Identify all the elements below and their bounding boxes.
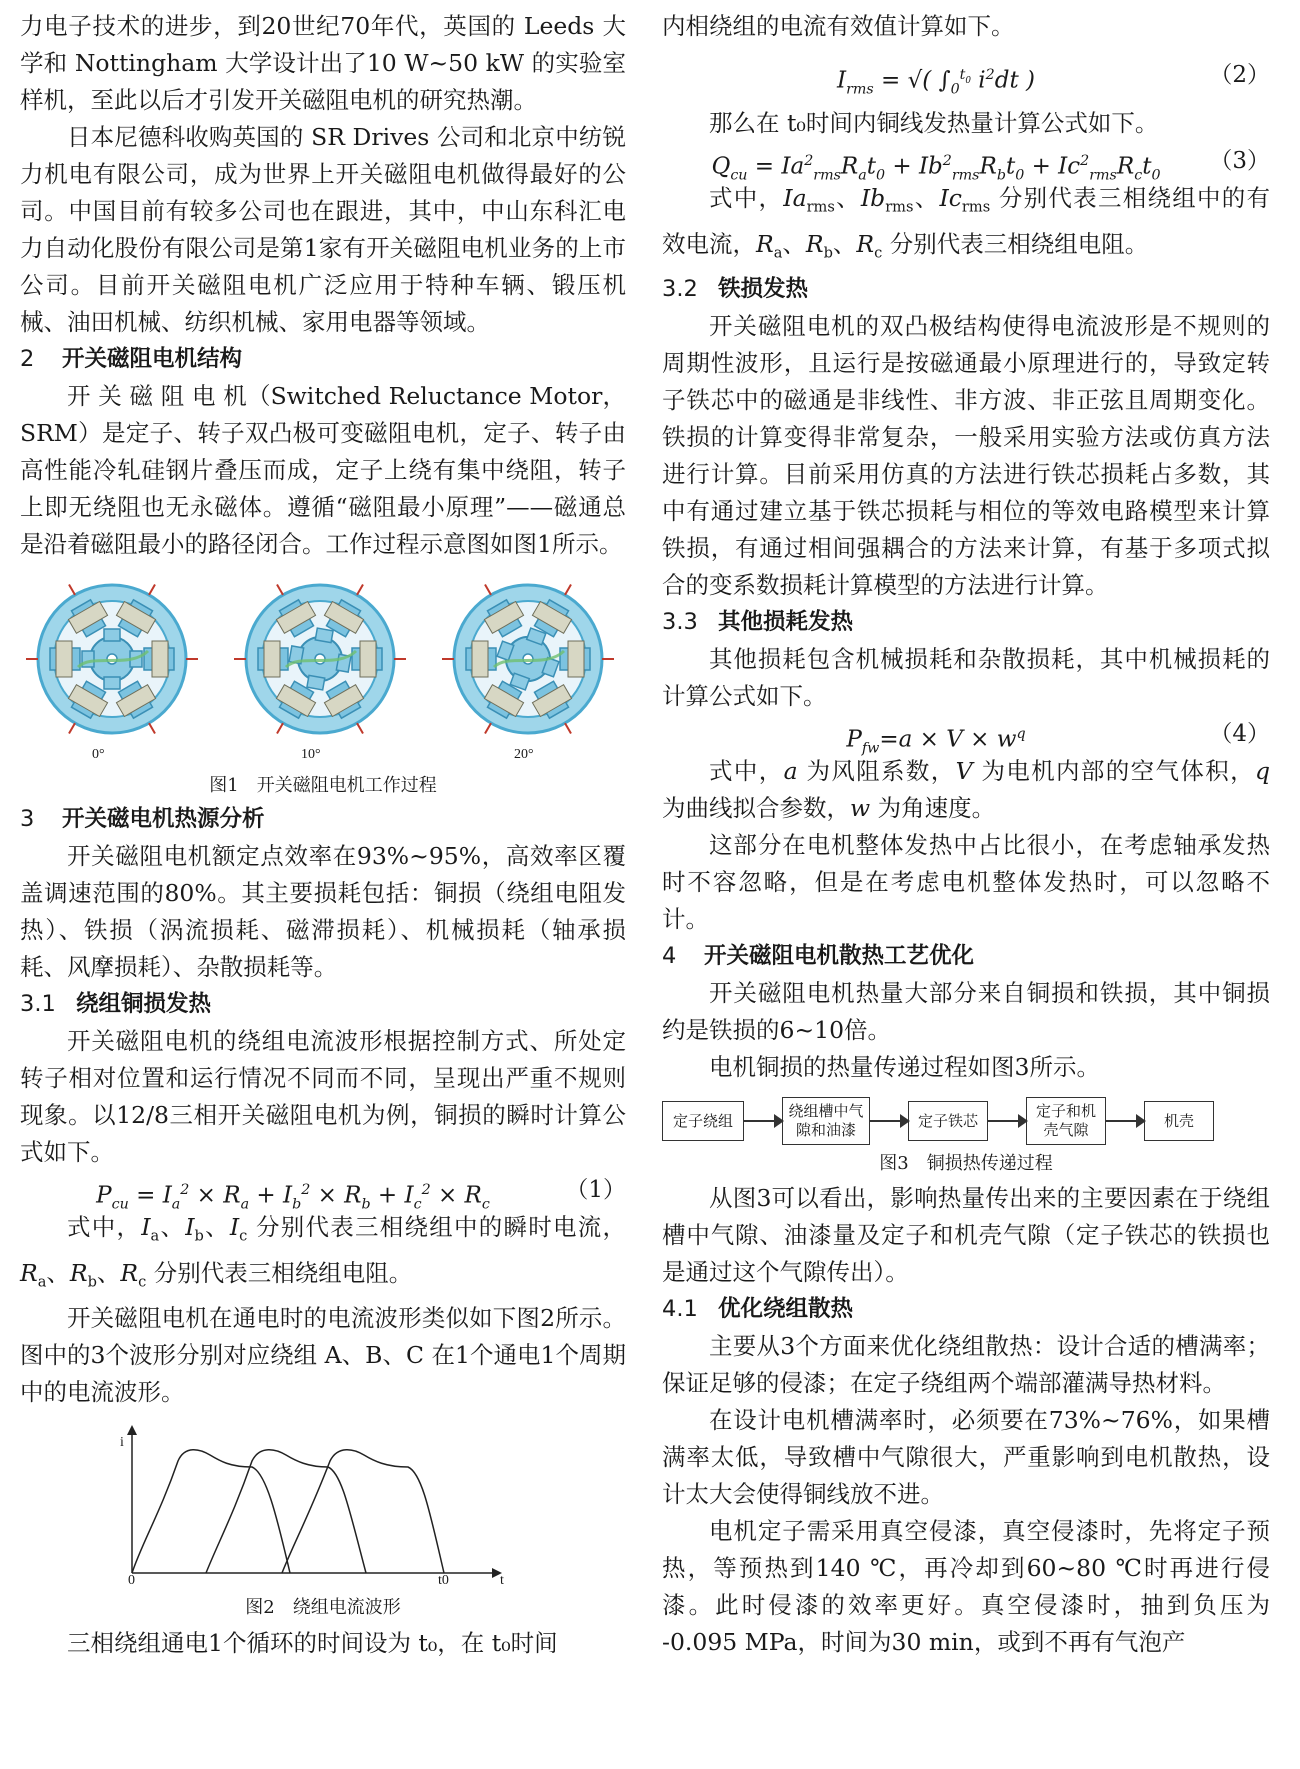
paragraph: 从图3可以看出，影响热量传出来的主要因素在于绕组槽中气隙、油漆量及定子和机壳气隙（定子铁芯的铁损也是通过这个气隙传出）。 [662, 1184, 1270, 1287]
equation-number: （3） [1209, 148, 1270, 174]
x-axis-label: t [500, 1573, 504, 1589]
arrow-icon [744, 1120, 782, 1122]
arrow-icon [870, 1120, 908, 1122]
section-title: 开关磁电机热源分析 [62, 806, 265, 832]
equation-1 [20, 1171, 626, 1213]
paragraph: 式中，a 为风阻系数，V 为电机内部的空气体积，q 为曲线拟合参数，w 为角速度。 [662, 757, 1271, 823]
paragraph: 开关磁阻电机的双凸极结构使得电流波形是不规则的周期性波形，且运行是按磁通最小原理进行的，导致定转子铁芯中的磁通是非线性、非方波、非正弦且周期变化。铁损的计算变得非常复杂，一般采用实验方法或仿真方法进行计算。目前采用仿真的方法进行铁芯损耗占多数，其中有通过建立基于铁芯损耗与相位的等效电路模型来计算铁损，有通过相间强耦合的方法来计算，有基于多项式拟合的变系数损耗计算模型的方法进行计算。 [662, 312, 1270, 600]
section-heading [20, 801, 626, 838]
section-heading [20, 986, 626, 1023]
motor-diagram [20, 575, 626, 771]
section-title: 开关磁阻电机结构 [62, 346, 243, 372]
equation-body: $P_{cu} = I_a^2 \times R_a + I_b^2 \times R_b + I_c^2 \times R_c$ [96, 1182, 490, 1213]
equation-body: $P_{fw}=a \times V \times w^q$ [846, 726, 1026, 757]
equation-4 [662, 715, 1270, 757]
section-heading [662, 604, 1270, 641]
paragraph: 三相绕组通电1个循环的时间设为 t₀，在 t₀时间 [67, 1629, 558, 1658]
figure-caption: 图2 绕组电流波形 [245, 1597, 401, 1619]
paragraph: 开关磁阻电机额定点效率在93%~95%，高效率区覆盖调速范围的80%。其主要损耗包括：铜损（绕组电阻发热）、铁损（涡流损耗、磁滞损耗）、机械损耗（轴承损耗、风摩损耗）、杂散损耗等。 [20, 842, 626, 981]
figure-caption: 图3 铜损热传递过程 [879, 1153, 1053, 1175]
motor-cross-section [234, 576, 406, 743]
figure-2 [20, 1423, 626, 1591]
equation-2 [662, 45, 1270, 105]
equation-number: （1） [565, 1177, 626, 1203]
section-heading [662, 1291, 1270, 1328]
section-number: 3 [20, 806, 35, 832]
paragraph: 开关磁阻电机的绕组电流波形根据控制方式、所处定转子相对位置和运行情况不同而不同，呈现出严重不规则现象。以12/8三相开关磁阻电机为例，铜损的瞬时计算公式如下。 [20, 1027, 626, 1166]
figure-3 [662, 1094, 1270, 1180]
angle-label: 0° [92, 747, 105, 762]
equation-body: $Q_{cu} = Ia^2_{rms}R_at_0 + Ib^2_{rms}R_bt_0 + Ic^2_{rms}R_ct_0$ [711, 153, 1161, 184]
equation-3 [662, 142, 1270, 184]
paragraph: 式中，$Ia_{rms}$、$Ib_{rms}$、$Ic_{rms}$ 分别代表三相绕组中的有效电流，$R_a$、$R_b$、$R_c$ 分别代表三相绕组电阻。 [662, 184, 1271, 262]
paragraph: 在设计电机槽满率时，必须要在73%~76%，如果槽满率太低，导致槽中气隙很大，严重影响到电机散热，设计太大会使得铜线放不进。 [662, 1406, 1270, 1509]
section-number: 3.3 [662, 609, 698, 636]
flow-box: 定子铁芯 [908, 1101, 988, 1141]
paragraph: 那么在 t₀时间内铜线发热量计算公式如下。 [709, 109, 1159, 137]
section-number: 3.1 [20, 991, 56, 1017]
section-heading [662, 938, 1270, 975]
section-number: 2 [20, 346, 35, 372]
paragraph: 开关磁阻电机热量大部分来自铜损和铁损，其中铜损约是铁损的6~10倍。 [662, 979, 1270, 1045]
paragraph: 开关磁阻电机在通电时的电流波形类似如下图2所示。图中的3个波形分别对应绕组 A、B、C 在1个通电1个周期中的电流波形。 [20, 1304, 626, 1407]
section-number: 4.1 [662, 1296, 698, 1323]
section-title: 铁损发热 [718, 276, 809, 303]
paragraph: 力电子技术的进步，到20世纪70年代，英国的 Leeds 大学和 Nottingham 大学设计出了10 W~50 kW 的实验室样机，至此以后才引发开关磁阻电机的研究热潮。 [20, 12, 626, 114]
arrow-icon [988, 1120, 1026, 1122]
section-title: 开关磁阻电机散热工艺优化 [704, 943, 975, 970]
figure-1 [20, 575, 626, 771]
paragraph: 这部分在电机整体发热中占比很小，在考虑轴承发热时不容忽略，但是在考虑电机整体发热时，可以忽略不计。 [662, 831, 1270, 934]
equation-number: （2） [1209, 62, 1270, 88]
flow-box: 机壳 [1144, 1101, 1214, 1141]
heat-flow-diagram [662, 1094, 1270, 1148]
flow-box: 绕组槽中气隙和油漆 [782, 1097, 870, 1145]
t0-label: t0 [438, 1573, 449, 1589]
section-title: 优化绕组散热 [718, 1296, 854, 1323]
paragraph: 电机定子需采用真空侵漆，真空侵漆时，先将定子预热，等预热到140 ℃，再冷却到60~80 ℃时再进行侵漆。此时侵漆的效率更好。真空侵漆时，抽到负压为 -0.095 MPa，时间为30 min，或到不再有气泡产 [662, 1517, 1270, 1657]
paragraph: 电机铜损的热量传递过程如图3所示。 [709, 1053, 1100, 1082]
right-column [662, 8, 1270, 1661]
y-axis-label: i [120, 1435, 124, 1451]
motor-cross-section [26, 576, 198, 743]
paragraph: 开 关 磁 阻 电 机（Switched Reluctance Motor，SRM）是定子、转子双凸极可变磁阻电机，定子、转子由高性能冷轧硅钢片叠压而成，定子上绕有集中绕阻，转子上即无绕阻也无永磁体。遵循“磁阻最小原理”——磁通总是沿着磁阻最小的路径闭合。工作过程示意图如图1所示。 [20, 382, 626, 558]
section-title: 其他损耗发热 [718, 609, 854, 636]
equation-number: （4） [1209, 721, 1270, 748]
current-waveform-chart [20, 1423, 626, 1591]
section-number: 3.2 [662, 276, 698, 303]
section-heading [20, 341, 626, 378]
angle-label: 20° [514, 747, 534, 762]
origin-label: 0 [128, 1573, 135, 1589]
section-number: 4 [662, 943, 677, 970]
flow-box: 定子和机壳气隙 [1026, 1097, 1106, 1145]
paragraph: 内相绕组的电流有效值计算如下。 [662, 12, 1015, 40]
paragraph: 其他损耗包含机械损耗和杂散损耗，其中机械损耗的计算公式如下。 [662, 645, 1270, 711]
motor-cross-section [442, 576, 614, 743]
flow-box: 定子绕组 [662, 1101, 744, 1141]
section-title: 绕组铜损发热 [76, 991, 212, 1017]
section-heading [662, 271, 1270, 308]
figure-caption: 图1 开关磁阻电机工作过程 [209, 775, 437, 796]
paragraph: 日本尼德科收购英国的 SR Drives 公司和北京中纺锐力机电有限公司，成为世界上开关磁阻电机做得最好的公司。中国目前有较多公司也在跟进，其中，中山东科汇电力自动化股份有限公司是第1家有开关磁阻电机业务的上市公司。目前开关磁阻电机广泛应用于特种车辆、锻压机械、油田机械、纺织机械、家用电器等领域。 [20, 123, 626, 336]
paragraph: 式中，$I_a$、$I_b$、$I_c$ 分别代表三相绕组中的瞬时电流，$R_a$、$R_b$、$R_c$ 分别代表三相绕组电阻。 [20, 1213, 627, 1291]
left-column [20, 8, 626, 1662]
arrow-icon [1106, 1120, 1144, 1122]
paragraph: 主要从3个方面来优化绕组散热：设计合适的槽满率；保证足够的侵漆；在定子绕组两个端部灌满导热材料。 [662, 1332, 1270, 1398]
equation-body: $I_{rms}$ = √( $\int_0^{t_0}$ $i^2dt$ ) [837, 67, 1035, 98]
angle-label: 10° [301, 747, 321, 762]
